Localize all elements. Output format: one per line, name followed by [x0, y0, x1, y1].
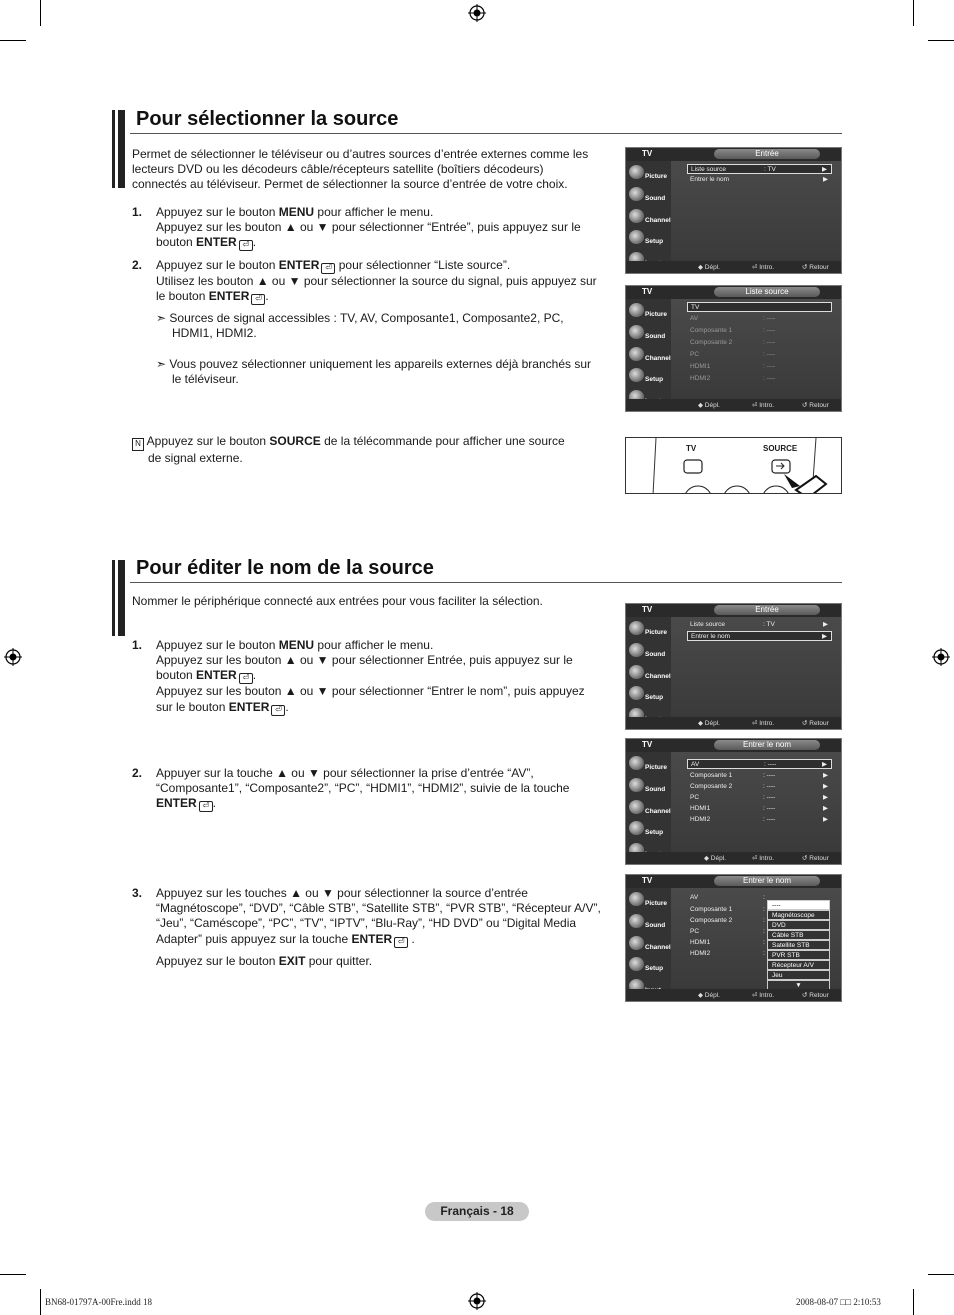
step-number: 2.: [132, 766, 143, 780]
osd-menu-item[interactable]: Composante 2 : ---- ▶: [690, 783, 828, 790]
picture-icon: [629, 756, 644, 770]
dropdown-option[interactable]: PVR STB: [767, 950, 830, 960]
step-number: 1.: [132, 205, 143, 219]
osd-title: Entrer le nom: [714, 740, 820, 750]
setup-icon: [629, 368, 644, 382]
enter-icon: ⏎: [239, 240, 253, 251]
note-arrow-icon: ➣: [156, 357, 167, 371]
step-2-text: Appuyez sur le bouton ENTER ⏎ pour sélectionner “Liste source”. Utilisez les bouton ▲ ou ▼ pour sélectionner la source du signal, puis appuyez sur le bouton ENTER ⏎ .: [156, 258, 597, 304]
step-number: 1.: [132, 638, 143, 652]
dropdown-option[interactable]: Jeu: [767, 970, 830, 980]
enter-icon: ⏎: [199, 801, 213, 812]
dropdown-option[interactable]: Satellite STB: [767, 940, 830, 950]
osd-title: Entrer le nom: [714, 876, 820, 886]
sound-icon: [629, 914, 644, 928]
enter-icon: ⏎: [321, 263, 335, 274]
dropdown-option[interactable]: DVD: [767, 920, 830, 930]
sound-icon: [629, 187, 644, 201]
note-sources: ➣ Sources de signal accessibles : TV, AV, Composante1, Composante2, PC, HDMI1, HDMI2.: [156, 311, 564, 341]
setup-icon: [629, 957, 644, 971]
dropdown-option[interactable]: Câble STB: [767, 930, 830, 940]
osd-menu-item[interactable]: PC : ---- ▶: [690, 794, 828, 801]
channel-icon: [629, 209, 644, 223]
osd-screen-input: TV Entrée Picture Sound Channel Setup Liste source : TV ▶ Entrer le nom ▶ ◆ Dépl. ⏎ Intro. ↺ Retour: [625, 603, 842, 730]
remote-illustration: [625, 437, 842, 494]
osd-menu-item[interactable]: AV : ----: [690, 315, 776, 322]
osd-menu-item[interactable]: AV :: [690, 894, 765, 901]
osd-title: Entrée: [714, 149, 820, 159]
section-title: Pour sélectionner la source: [136, 108, 399, 130]
osd-menu-item[interactable]: Composante 1 : ----: [690, 327, 776, 334]
step-2-text: Appuyer sur la touche ▲ ou ▼ pour sélectionner la prise d’entrée “AV”, “Composante1”, “Composante2”, “PC”, “HDMI1”, “HDMI2”, suivie de la touche ENTER ⏎ .: [156, 766, 570, 811]
channel-icon: [629, 800, 644, 814]
sound-icon: [629, 778, 644, 792]
picture-icon: [629, 892, 644, 906]
osd-menu-item[interactable]: Liste source : TV ▶: [690, 621, 828, 628]
registration-mark-icon: [468, 1292, 486, 1310]
step-3-text: Appuyez sur les touches ▲ ou ▼ pour sélectionner la source d’entrée “Magnétoscope”, “DVD”, “Câble STB”, “Satellite STB”, “PVR STB”, “Récepteur A/V”, “Jeu”, “Caméscope”, “PC”, “TV”, “IPTV”, “Blu-Ray”, “HD DVD” ou “Digital Media Adapter” puis appuyez sur la touche ENTER ⏎ .: [156, 886, 601, 946]
setup-icon: [629, 686, 644, 700]
page-number: Français - 18: [425, 1202, 529, 1221]
intro-paragraph: Permet de sélectionner le téléviseur ou d’autres sources d’entrée externes comme les lecteurs DVD ou les décodeurs câble/récepteurs satellite (boîtiers décodeurs) connectés au téléviseur. Permet de sélectionner la source d’entrée de votre choix.: [132, 147, 589, 192]
step-1-text: Appuyez sur le bouton MENU pour afficher le menu. Appuyez sur les bouton ▲ ou ▼ pour sélectionner Entrée, puis appuyez sur le bouton ENTER ⏎ . Appuyez sur les bouton ▲ ou ▼ pour sélectionner “Entrer le nom”, puis appuyez sur le bouton ENTER ⏎ .: [156, 638, 585, 714]
enter-icon: ⏎: [251, 294, 265, 305]
file-slug: BN68-01797A-00Fre.indd 18: [45, 1297, 152, 1307]
enter-icon: ⏎: [394, 937, 408, 948]
osd-screen-input: TV Entrée Picture Sound Channel Setup Liste source : TV ▶ Entrer le nom ▶ ◆ Dépl. ⏎ Intro. ↺ Retour: [625, 147, 842, 274]
sound-icon: [629, 643, 644, 657]
osd-screen-edit-name: TV Entrer le nom Picture Sound Channel Setup AV : ---- ▶ Composante 1 : ---- ▶ Composante 2 : ---- ▶ PC : ---- ▶ HDMI1 : ---- ▶ HDMI2 : ---- ▶ ◆ Dépl. ⏎ Intro. ↺ Retour: [625, 738, 842, 865]
exit-instruction: Appuyez sur le bouton EXIT pour quitter.: [156, 954, 373, 968]
osd-menu-item[interactable]: HDMI2 :: [690, 950, 765, 957]
osd-menu-item[interactable]: Composante 2 : ----: [690, 339, 776, 346]
dropdown-scroll-down-icon[interactable]: ▼: [767, 980, 830, 990]
osd-menu-item[interactable]: Composante 2 :: [690, 917, 765, 924]
osd-menu-item[interactable]: Liste source : TV ▶: [687, 164, 832, 174]
note-external: ➣ Vous pouvez sélectionner uniquement les appareils externes déjà branchés sur le téléviseur.: [156, 357, 591, 387]
source-name-dropdown[interactable]: [767, 900, 830, 990]
picture-icon: [629, 303, 644, 317]
registration-mark-icon: [4, 648, 22, 666]
osd-screen-source-list: TV Liste source Picture Sound Channel Setup TV AV : ---- Composante 1 : ---- Composante 2 : ---- PC : ---- HDMI1 : ---- HDMI2 : ---- ◆ Dépl. ⏎ Intro. ↺ Retour: [625, 285, 842, 412]
step-number: 3.: [132, 886, 143, 900]
osd-menu-item[interactable]: HDMI1 :: [690, 939, 765, 946]
channel-icon: [629, 665, 644, 679]
osd-menu-item[interactable]: HDMI1 : ---- ▶: [690, 805, 828, 812]
osd-menu-item[interactable]: HDMI1 : ----: [690, 363, 776, 370]
osd-menu-item[interactable]: Entrer le nom ▶: [687, 631, 832, 641]
osd-menu-item[interactable]: TV: [687, 302, 832, 312]
section-title: Pour éditer le nom de la source: [136, 557, 434, 579]
osd-title: Entrée: [714, 605, 820, 615]
setup-icon: [629, 230, 644, 244]
step-1-text: Appuyez sur le bouton MENU pour afficher le menu. Appuyez sur les bouton ▲ ou ▼ pour sélectionner “Entrée”, puis appuyez sur le bouton ENTER ⏎ .: [156, 205, 581, 250]
osd-menu-item[interactable]: HDMI2 : ----: [690, 375, 776, 382]
osd-menu-item[interactable]: Entrer le nom ▶: [690, 176, 828, 183]
note-icon: N: [132, 438, 144, 451]
registration-mark-icon: [932, 648, 950, 666]
osd-menu-item[interactable]: Composante 1 :: [690, 906, 765, 913]
channel-icon: [629, 936, 644, 950]
channel-icon: [629, 347, 644, 361]
remote-tv-label: TV: [686, 444, 697, 453]
step-number: 2.: [132, 258, 143, 272]
setup-icon: [629, 821, 644, 835]
enter-icon: ⏎: [271, 705, 285, 716]
source-button-note: N Appuyez sur le bouton SOURCE de la télécommande pour afficher une source de signal externe.: [132, 434, 565, 466]
intro-paragraph: Nommer le périphérique connecté aux entrées pour vous faciliter la sélection.: [132, 594, 543, 608]
note-arrow-icon: ➣: [156, 311, 167, 325]
dropdown-option[interactable]: Récepteur A/V: [767, 960, 830, 970]
enter-icon: ⏎: [239, 673, 253, 684]
picture-icon: [629, 165, 644, 179]
registration-mark-icon: [468, 4, 486, 22]
osd-menu-item[interactable]: PC : ----: [690, 351, 776, 358]
osd-title: Liste source: [714, 287, 820, 297]
osd-menu-item[interactable]: AV : ---- ▶: [687, 759, 832, 769]
dropdown-option[interactable]: ----: [767, 900, 830, 910]
osd-menu-item[interactable]: HDMI2 : ---- ▶: [690, 816, 828, 823]
sound-icon: [629, 325, 644, 339]
osd-menu-item[interactable]: PC :: [690, 928, 765, 935]
osd-screen-edit-name-dropdown: TV Entrer le nom Picture Sound Channel Setup AV : Composante 1 : Composante 2 : PC : HDMI1 : HDMI2 : ---- Magnétoscope DVD Câble STB Satellite STB PVR STB Récepteur A/V Jeu ▼ ◆ Dépl. ⏎ Intro. ↺ Retour: [625, 874, 842, 1002]
picture-icon: [629, 621, 644, 635]
remote-source-label: SOURCE: [763, 444, 798, 453]
osd-menu-item[interactable]: Composante 1 : ---- ▶: [690, 772, 828, 779]
dropdown-option[interactable]: Magnétoscope: [767, 910, 830, 920]
date-slug: 2008-08-07 □□ 2:10:53: [796, 1297, 881, 1307]
